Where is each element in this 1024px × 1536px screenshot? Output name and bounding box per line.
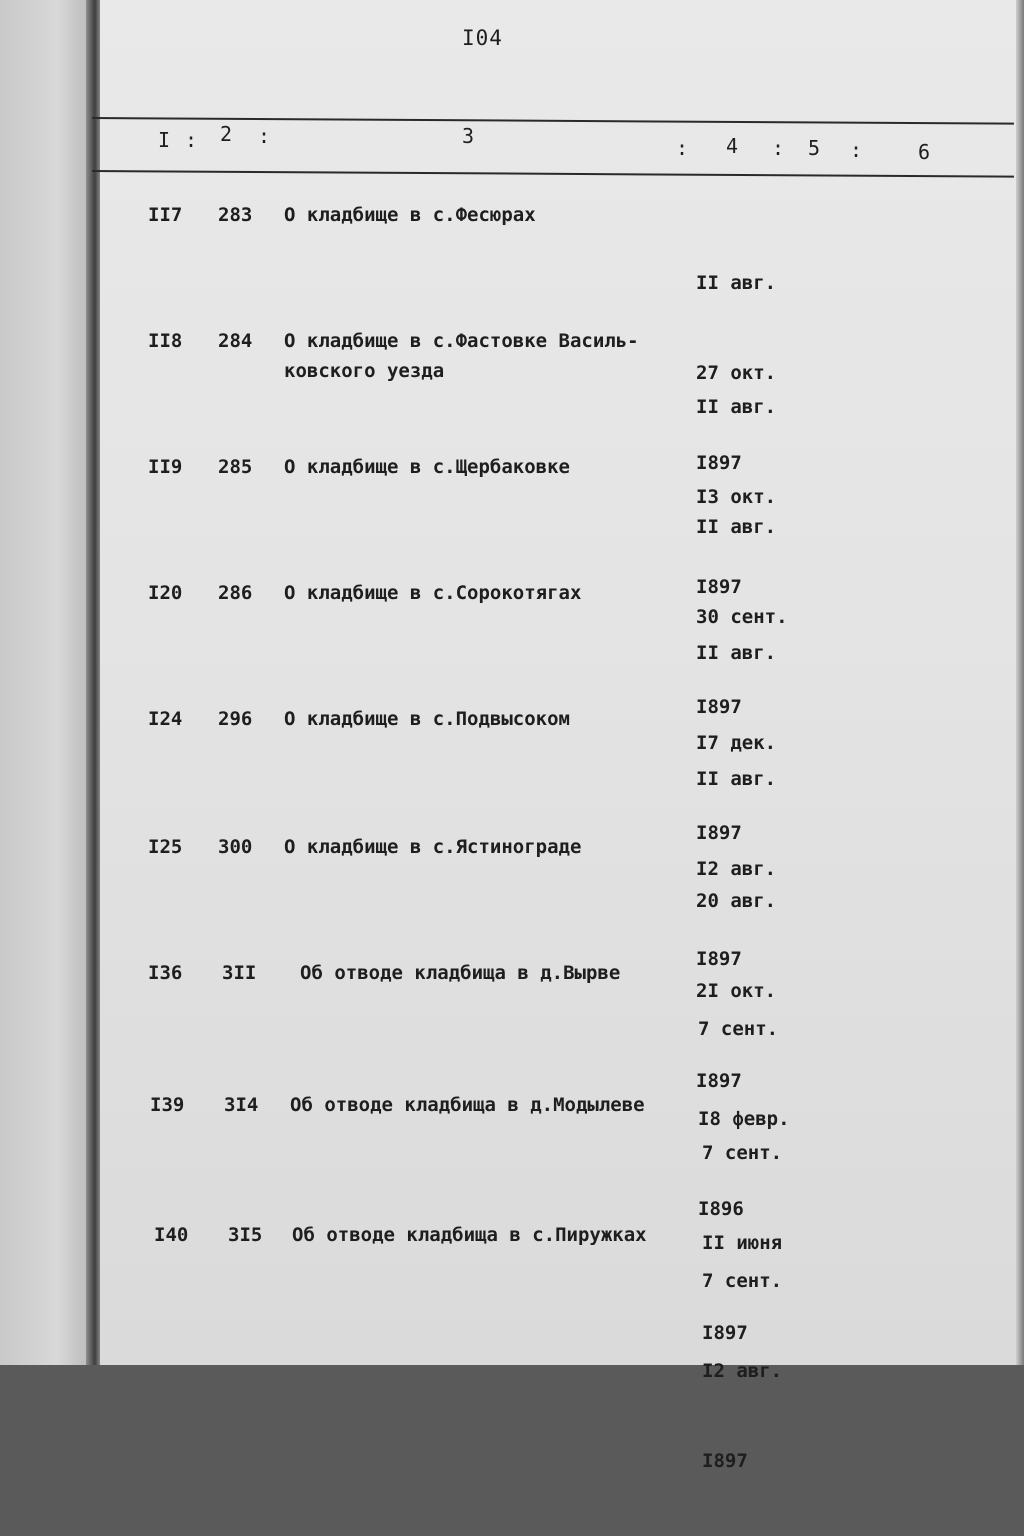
- column-separator: :: [850, 138, 863, 162]
- column-separator: :: [772, 136, 785, 160]
- column-header-3: 3: [462, 124, 475, 148]
- case-number: 3I5: [228, 1224, 263, 1246]
- case-number: 286: [218, 582, 253, 604]
- date-year: I897: [696, 948, 742, 970]
- date-start: 7 сент.: [702, 1142, 783, 1164]
- date-start: II авг.: [696, 396, 777, 418]
- page-number: I04: [462, 26, 503, 50]
- case-title: О кладбище в с.Фастовке Василь- ковского уезда: [284, 330, 639, 382]
- column-header-6: 6: [918, 140, 931, 164]
- case-number: 296: [218, 708, 253, 730]
- case-title: О кладбище в с.Фесюрах: [284, 204, 536, 226]
- date-year: I896: [698, 1198, 744, 1220]
- date-end: 30 сент.: [696, 606, 788, 628]
- date-end: I3 окт.: [696, 486, 777, 508]
- date-end: 27 окт.: [696, 362, 777, 384]
- case-number: 3II: [222, 962, 257, 984]
- case-title: О кладбище в с.Сорокотягах: [284, 582, 582, 604]
- date-start: II авг.: [696, 516, 777, 538]
- date-start: 20 авг.: [696, 890, 777, 912]
- column-separator: :: [185, 128, 198, 152]
- case-title: О кладбище в с.Подвысоком: [284, 708, 570, 730]
- row-number: II7: [148, 204, 183, 226]
- row-number: II9: [148, 456, 183, 478]
- date-start: II авг.: [696, 272, 777, 294]
- date-year: I897: [696, 576, 742, 598]
- date-start: 7 сент.: [698, 1018, 779, 1040]
- case-title: Об отводе кладбища в с.Пиружках: [292, 1224, 647, 1246]
- row-number: I36: [148, 962, 183, 984]
- case-number: 283: [218, 204, 253, 226]
- row-number: I24: [148, 708, 183, 730]
- case-number: 284: [218, 330, 253, 352]
- date-start: II авг.: [696, 642, 777, 664]
- row-number: I40: [154, 1224, 189, 1246]
- column-separator: :: [676, 136, 689, 160]
- date-year: I897: [696, 1070, 742, 1092]
- date-year: I897: [702, 1322, 748, 1344]
- column-header-5: 5: [808, 136, 821, 160]
- date-end: 2I окт.: [696, 980, 777, 1002]
- case-title: О кладбище в с.Щербаковке: [284, 456, 570, 478]
- case-number: 300: [218, 836, 253, 858]
- facing-page-edge: [0, 0, 96, 1365]
- column-header-4: 4: [726, 134, 739, 158]
- case-number: 3I4: [224, 1094, 259, 1116]
- date-end: I7 дек.: [696, 732, 777, 754]
- case-title: Об отводе кладбища в д.Модылеве: [290, 1094, 645, 1116]
- column-separator: :: [258, 124, 271, 148]
- date-end: I2 авг.: [696, 858, 777, 880]
- row-number: I25: [148, 836, 183, 858]
- page-right-edge: [1016, 0, 1024, 1365]
- date-year: I897: [696, 696, 742, 718]
- date-end: I8 февр.: [698, 1108, 790, 1130]
- date-year: I897: [702, 1450, 748, 1472]
- date-start: 7 сент.: [702, 1270, 783, 1292]
- row-number: II8: [148, 330, 183, 352]
- date-start: II авг.: [696, 768, 777, 790]
- case-title: О кладбище в с.Ястинограде: [284, 836, 582, 858]
- case-title: Об отводе кладбища в д.Вырве: [300, 962, 621, 984]
- row-number: I39: [150, 1094, 185, 1116]
- column-header-2: 2: [220, 122, 233, 146]
- date-year: I897: [696, 452, 742, 474]
- case-dates: [702, 1206, 782, 1536]
- date-end: I2 авг.: [702, 1360, 783, 1382]
- row-number: I20: [148, 582, 183, 604]
- date-end: II июня: [702, 1232, 783, 1254]
- column-header-1: I: [158, 128, 171, 152]
- date-year: I897: [696, 822, 742, 844]
- case-number: 285: [218, 456, 253, 478]
